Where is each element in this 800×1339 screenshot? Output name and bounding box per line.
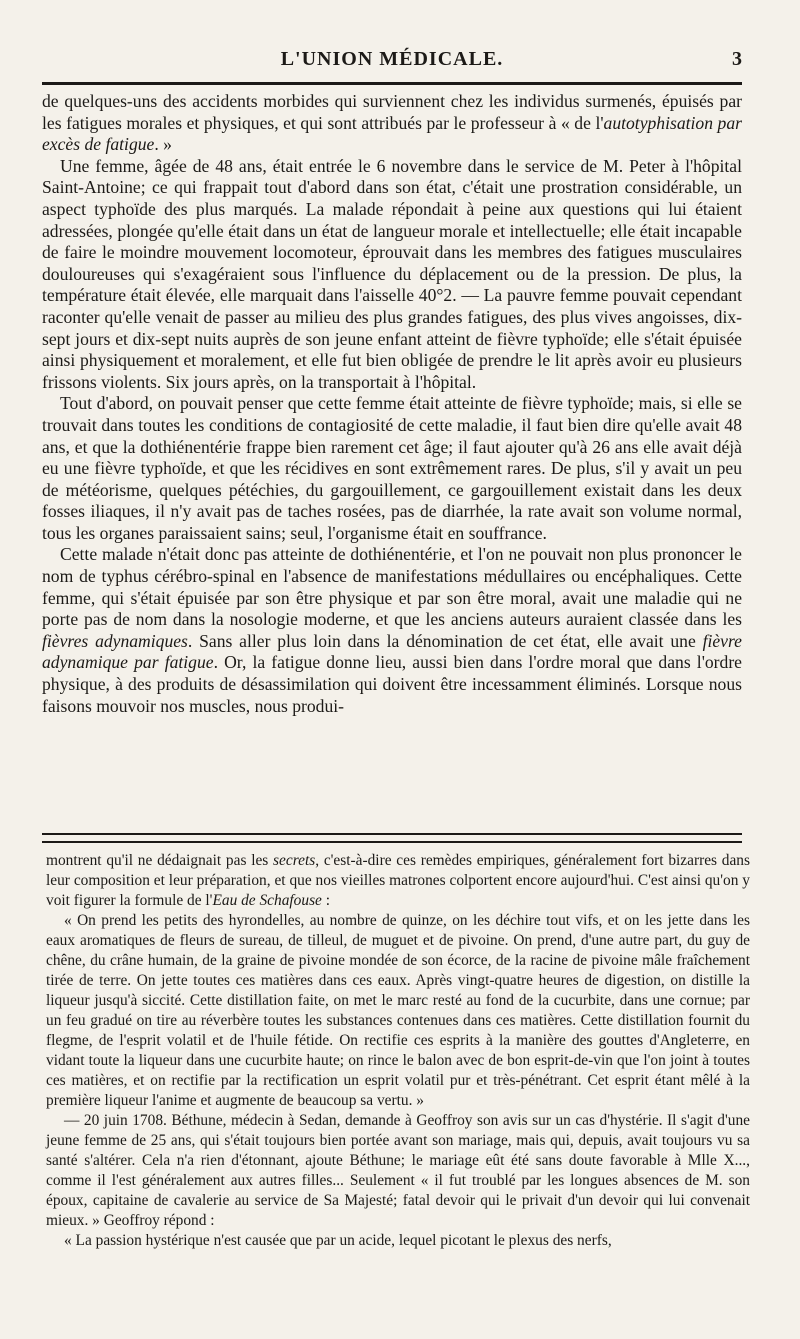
running-header <box>42 48 742 76</box>
footnote-feuilleton <box>46 851 750 1251</box>
paragraph-4: Cette malade n'était donc pas atteinte de dothiénentérie, et l'on ne pouvait non plus prononcer le nom de typhus cérébro-spinal en l'absence de manifestations médullaires ou encéphaliques. Cette femme, qui s'était épuisée par son être physique et par son être moral, avait une maladie qui ne porte pas de nom dans la nosologie moderne, et que les anciens auteurs auraient classée dans les fièvres adynamiques. Sans aller plus loin dans la dénomination de cet état, elle avait une fièvre adynamique par fatigue. Or, la fatigue donne lieu, aussi bien dans l'ordre moral que dans l'ordre physique, à des produits de désassimilation qui doivent être incessamment éliminés. Lorsque nous faisons mouvoir nos muscles, nous produi- <box>42 544 742 716</box>
main-text <box>42 91 742 717</box>
paragraph-1: de quelques-uns des accidents morbides qui surviennent chez les individus surmenés, épuisés par les fatigues morales et physiques, et qui sont attribués par le professeur à « de l'autotyphisation par excès de fatigue. » <box>42 91 742 155</box>
paragraph-3: Tout d'abord, on pouvait penser que cette femme était atteinte de fièvre typhoïde; mais, si elle se trouvait dans toutes les conditions de contagiosité de cette maladie, il faut bien dire qu'elle avait 48 ans, et que la dothiénentérie frappe bien rarement cet âge; il faut ajouter qu'à 26 ans elle avait déjà eu une fièvre typhoïde, et que les récidives en sont extrêmement rares. De plus, s'il y avait un peu de météorisme, quelques pétéchies, du gargouillement, ce gargouillement existait dans les deux fosses iliaques, il n'y avait pas de taches rosées, pas de diarrhée, la rate avait son volume normal, tous les organes paraissaient sains; seul, l'organisme était en souffrance. <box>42 393 742 543</box>
paragraph-2: Une femme, âgée de 48 ans, était entrée le 6 novembre dans le service de M. Peter à l'hôpital Saint-Antoine; ce qui frappait tout d'abord dans son état, c'était une prostration considérable, un aspect typhoïde des plus marqués. La malade répondait à peine aux questions qui lui étaient adressées, plongée qu'elle était dans un état de langueur morale et intellectuelle; elle était incapable de faire le moindre mouvement locomoteur, éprouvait dans les membres des fatigues musculaires douloureuses qui s'exagéraient sous l'influence du déplacement ou de la pression. De plus, la température était élevée, elle marquait dans l'aisselle 40°2. — La pauvre femme pouvait cependant raconter qu'elle venait de passer au milieu des plus grandes fatigues, des plus vives angoisses, dix-sept jours et dix-sept nuits auprès de son jeune enfant atteint de fièvre typhoïde; elle s'était épuisée ainsi physiquement et moralement, et elle fut bien obligée de prendre le lit après avoir eu plusieurs frissons violents. Six jours après, on la transportait à l'hôpital. <box>42 155 742 392</box>
footnote-separator <box>42 833 742 843</box>
note-paragraph-1: montrent qu'il ne dédaignait pas les secrets, c'est-à-dire ces remèdes empiriques, généralement fort bizarres dans leur composition et leur préparation, et que nos vieilles matrones colportent encore aujourd'hui. C'est ainsi qu'on y voit figurer la formule de l'Eau de Schafouse : <box>46 852 750 909</box>
note-paragraph-2: « On prend les petits des hyrondelles, au nombre de quinze, on les déchire tout vifs, et on les jette dans les eaux aromatiques de fleurs de sureau, de tilleul, de muguet et de pivoine. On prend, d'une autre part, du guy de chêne, du crâne humain, de la graine de pivoine mondée de son écorce, de la racine de pivoine mâle fraîchement tirée de terre. On jette toutes ces matières dans ces eaux. Après vingt-quatre heures de digestion, on distille la liqueur jusqu'à siccité. Cette distillation faite, on met le marc resté au fond de la cucurbite, dans une cornue; par un feu gradué on tire au réverbère toutes les substances contenues dans ces matières. Cette distillation fournit du flegme, de l'esprit volatil et de l'huile fétide. On rectifie ces esprits à la manière des gouttes d'Angleterre, en vidant toute la liqueur dans une cucurbite haute; on rince le balon avec de bon esprit-de-vin que l'on joint à toutes ces matières, et on rectifie par la rectification un esprit volatil pur et très-pénétrant. Cet esprit étant mêlé à la première liqueur l'anime et augmente de beaucoup sa vertu. » <box>46 912 750 1109</box>
note-paragraph-4: « La passion hystérique n'est causée que par un acide, lequel picotant le plexus des nerfs, <box>64 1232 612 1249</box>
page-number: 3 <box>732 48 742 70</box>
journal-title: L'UNION MÉDICALE. <box>280 48 504 70</box>
note-paragraph-3: — 20 juin 1708. Béthune, médecin à Sedan, demande à Geoffroy son avis sur un cas d'hystérie. Il s'agit d'une jeune femme de 25 ans, qui s'était toujours bien portée avant son mariage, mais qui, depuis, avait toujours vu sa santé s'altérer. Cela n'a rien d'étonnant, ajoute Béthune; le mariage eût été sans doute favorable à Mlle X..., comme il l'est généralement aux autres filles... Seulement « il fut troublé par les longues absences de M. son époux, capitaine de cavalerie au service de Sa Majesté; fatal devoir qui le privait d'un devoir qui lui convenait mieux. » Geoffroy répond : <box>46 1112 750 1229</box>
header-rule <box>42 82 742 85</box>
